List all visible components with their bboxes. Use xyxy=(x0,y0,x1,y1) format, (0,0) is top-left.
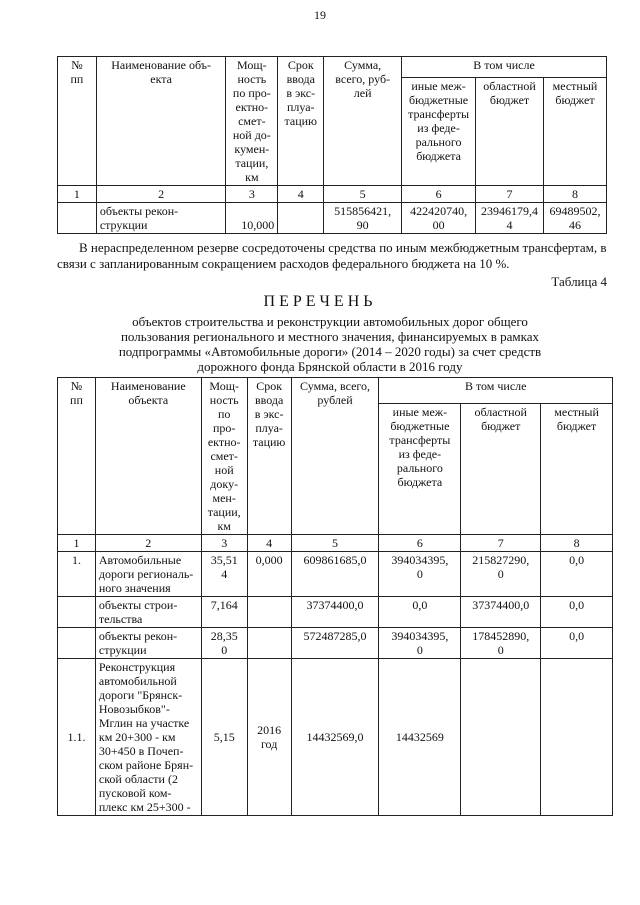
row-regional: 215827290, 0 xyxy=(461,552,541,597)
row-sum: 37374400,0 xyxy=(291,597,379,628)
table2-header-power: Мощ- ность по про- ектно- смет- ной доку- мен- тации, км xyxy=(201,378,247,535)
table2-header-local: местный бюджет xyxy=(541,403,613,534)
row-regional: 178452890, 0 xyxy=(461,628,541,659)
row-power: 5,15 xyxy=(201,659,247,816)
table1-cell-inter: 422420740, 00 xyxy=(402,203,476,234)
list-title: ПЕРЕЧЕНЬ xyxy=(263,293,377,310)
row-num: 1.1. xyxy=(58,659,96,816)
table-row xyxy=(58,203,607,234)
list-subtitle: объектов строительства и реконструкции автомобильных дорог общего пользования регионального и местного значения, финансируемых в рамках подпрограммы «Автомобильные дороги» (2014 – 2020 годы) за счет средств дорожного фонда Брянской области в 2016 году xyxy=(118,314,542,374)
table1-header-num: № пп xyxy=(58,57,97,186)
table2-header-name: Наименование объекта xyxy=(95,378,201,535)
row-num xyxy=(58,597,96,628)
table1-colnum: 6 xyxy=(402,186,476,203)
table2-colnum: 8 xyxy=(541,535,613,552)
row-inter: 394034395, 0 xyxy=(379,628,461,659)
table1-colnum: 1 xyxy=(58,186,97,203)
row-local xyxy=(541,659,613,816)
table1-colnum-row xyxy=(58,186,607,203)
table2-header-incl: В том числе xyxy=(379,378,613,404)
row-local: 0,0 xyxy=(541,597,613,628)
row-term: 2016 год xyxy=(247,659,291,816)
table1-colnum: 2 xyxy=(96,186,226,203)
table1-cell-sum: 515856421, 90 xyxy=(324,203,402,234)
table2-header-sum: Сумма, всего, рублей xyxy=(291,378,379,535)
table1-cell-term xyxy=(278,203,324,234)
table1-header-term: Срок ввода в экс- плуа- тацию xyxy=(278,57,324,186)
table1-colnum: 4 xyxy=(278,186,324,203)
row-power: 28,35 0 xyxy=(201,628,247,659)
row-sum: 14432569,0 xyxy=(291,659,379,816)
road-objects-table xyxy=(57,377,613,816)
table2-header-row xyxy=(58,378,613,404)
row-term xyxy=(247,597,291,628)
table2-header-regional: областной бюджет xyxy=(461,403,541,534)
table2-colnum-row xyxy=(58,535,613,552)
row-term xyxy=(247,628,291,659)
row-local: 0,0 xyxy=(541,552,613,597)
row-inter: 394034395, 0 xyxy=(379,552,461,597)
table2-colnum: 1 xyxy=(58,535,96,552)
row-power: 7,164 xyxy=(201,597,247,628)
row-inter: 14432569 xyxy=(379,659,461,816)
table1-cell-name: объекты рекон- струкции xyxy=(96,203,226,234)
table1-cell-power: 10,000 xyxy=(226,203,278,234)
row-name: Автомобильные дороги региональ- ного значения xyxy=(95,552,201,597)
table-row xyxy=(58,552,613,597)
row-name: объекты рекон- струкции xyxy=(95,628,201,659)
table1-cell-local: 69489502, 46 xyxy=(544,203,607,234)
table1-colnum: 3 xyxy=(226,186,278,203)
table2-header-term: Срок ввода в экс- плуа- тацию xyxy=(247,378,291,535)
reserve-note: В нераспределенном резерве сосредоточены средства по иным межбюджетным трансфертам, в связи с запланированным сокращением расходов федерального бюджета на 10 %. xyxy=(57,240,607,271)
table1-header-incl: В том числе xyxy=(402,57,607,78)
table1-header-regional: областной бюджет xyxy=(476,78,544,186)
row-num xyxy=(58,628,96,659)
table1-header-power: Мощ- ность по про- ектно- смет- ной до- кумен- тации, км xyxy=(226,57,278,186)
table1-header-local: местный бюджет xyxy=(544,78,607,186)
table2-header-inter: иные меж- бюджетные трансферты из феде- рального бюджета xyxy=(379,403,461,534)
table1-colnum: 8 xyxy=(544,186,607,203)
table2-colnum: 3 xyxy=(201,535,247,552)
row-regional xyxy=(461,659,541,816)
row-inter: 0,0 xyxy=(379,597,461,628)
table1-colnum: 5 xyxy=(324,186,402,203)
table2-colnum: 6 xyxy=(379,535,461,552)
row-term: 0,000 xyxy=(247,552,291,597)
table1-cell-regional: 23946179,4 4 xyxy=(476,203,544,234)
row-sum: 609861685,0 xyxy=(291,552,379,597)
table-row xyxy=(58,628,613,659)
row-num: 1. xyxy=(58,552,96,597)
table1-colnum: 7 xyxy=(476,186,544,203)
row-name: Реконструкция автомобильной дороги "Брянск- Новозыбков"- Мглин на участке км 20+300 - км 30+450 в Почеп- ском районе Брян- ской области (2 пусковой ком- плекс км 25+300 - xyxy=(95,659,201,816)
table2-header-num: № пп xyxy=(58,378,96,535)
table1-cell-num xyxy=(58,203,97,234)
table2-colnum: 7 xyxy=(461,535,541,552)
table1-header-name: Наименование объ- екта xyxy=(96,57,226,186)
row-sum: 572487285,0 xyxy=(291,628,379,659)
table-row xyxy=(58,659,613,816)
table-row xyxy=(58,597,613,628)
row-power: 35,51 4 xyxy=(201,552,247,597)
row-name: объекты строи- тельства xyxy=(95,597,201,628)
row-regional: 37374400,0 xyxy=(461,597,541,628)
page-number: 19 xyxy=(314,8,326,22)
table2-colnum: 5 xyxy=(291,535,379,552)
table-label: Таблица 4 xyxy=(551,274,607,289)
row-local: 0,0 xyxy=(541,628,613,659)
table1-header-sum: Сумма, всего, руб- лей xyxy=(324,57,402,186)
table1-header-inter: иные меж- бюджетные трансферты из феде- рального бюджета xyxy=(402,78,476,186)
table2-colnum: 4 xyxy=(247,535,291,552)
table1-header-row xyxy=(58,57,607,78)
table2-colnum: 2 xyxy=(95,535,201,552)
funding-table-1 xyxy=(57,56,607,234)
